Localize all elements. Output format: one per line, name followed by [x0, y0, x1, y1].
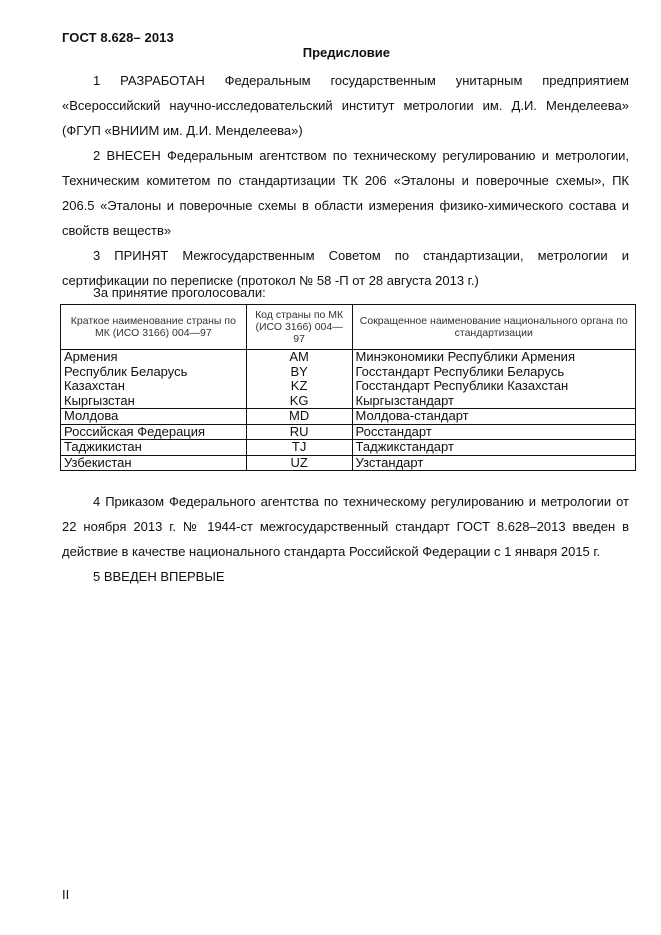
member-states-table: [60, 304, 636, 471]
cell-country: Армения: [61, 350, 247, 365]
table-row: [61, 455, 636, 471]
cell-country: Российская Федерация: [61, 424, 247, 440]
cell-standards-body: Госстандарт Республики Беларусь: [352, 365, 635, 380]
table-row: [61, 365, 636, 380]
cell-code: AM: [246, 350, 352, 365]
table-header-row: [61, 305, 636, 350]
paragraph-first-introduced: 5 ВВЕДЕН ВПЕРВЫЕ: [93, 569, 225, 584]
cell-standards-body: Минэкономики Республики Армения: [352, 350, 635, 365]
cell-code: RU: [246, 424, 352, 440]
cell-standards-body: Узстандарт: [352, 455, 635, 471]
cell-code: KZ: [246, 379, 352, 394]
cell-country: Республик Беларусь: [61, 365, 247, 380]
cell-code: KG: [246, 394, 352, 409]
table-row: [61, 440, 636, 456]
cell-code: MD: [246, 409, 352, 425]
cell-standards-body: Таджикстандарт: [352, 440, 635, 456]
paragraph-introduced-by: 2 ВНЕСЕН Федеральным агентством по техническому регулированию и метрологии, Техническим комитетом по стандартизации ТК 206 «Эталоны и поверочные схемы», ПК 206.5 «Эталоны и поверочные схемы в области измерения физико-химического состава и свойств веществ»: [62, 148, 629, 238]
table-row: [61, 424, 636, 440]
paragraph-order: 4 Приказом Федерального агентства по техническому регулированию и метрологии от 22 ноября 2013 г. № 1944-ст межгосударственный стандарт ГОСТ 8.628–2013 введен в действие в качестве национального стандарта Российской Федерации с 1 января 2015 г.: [62, 494, 629, 559]
cell-country: Кыргызстан: [61, 394, 247, 409]
column-header-standards-body: Сокращенное наименование национального органа по стандартизации: [352, 305, 635, 350]
cell-country: Казахстан: [61, 379, 247, 394]
table-row: [61, 379, 636, 394]
cell-code: UZ: [246, 455, 352, 471]
table-row: [61, 350, 636, 365]
page-title: Предисловие: [302, 45, 390, 60]
cell-standards-body: Госстандарт Республики Казахстан: [352, 379, 635, 394]
cell-code: TJ: [246, 440, 352, 456]
paragraph-developed-by: 1 РАЗРАБОТАН Федеральным государственным унитарным предприятием «Всероссийский научно-исследовательский институт метрологии им. Д.И. Менделеева» (ФГУП «ВНИИМ им. Д.И. Менделеева»): [62, 73, 629, 138]
cell-country: Молдова: [61, 409, 247, 425]
cell-code: BY: [246, 365, 352, 380]
table-row: [61, 409, 636, 425]
cell-country: Узбекистан: [61, 455, 247, 471]
column-header-code: Код страны по МК (ИСО 3166) 004—97: [246, 305, 352, 350]
paragraph-voted-for: За принятие проголосовали:: [93, 285, 266, 300]
document-code-header: ГОСТ 8.628– 2013: [62, 30, 174, 45]
cell-standards-body: Молдова-стандарт: [352, 409, 635, 425]
paragraph-adopted-by: 3 ПРИНЯТ Межгосударственным Советом по стандартизации, метрологии и сертификации по переписке (протокол № 58 -П от 28 августа 2013 г.): [62, 248, 629, 288]
cell-country: Таджикистан: [61, 440, 247, 456]
table-row: [61, 394, 636, 409]
cell-standards-body: Кыргызстандарт: [352, 394, 635, 409]
column-header-country: Краткое наименование страны по МК (ИСО 3166) 004—97: [61, 305, 247, 350]
cell-standards-body: Росстандарт: [352, 424, 635, 440]
page-number: II: [62, 887, 70, 902]
